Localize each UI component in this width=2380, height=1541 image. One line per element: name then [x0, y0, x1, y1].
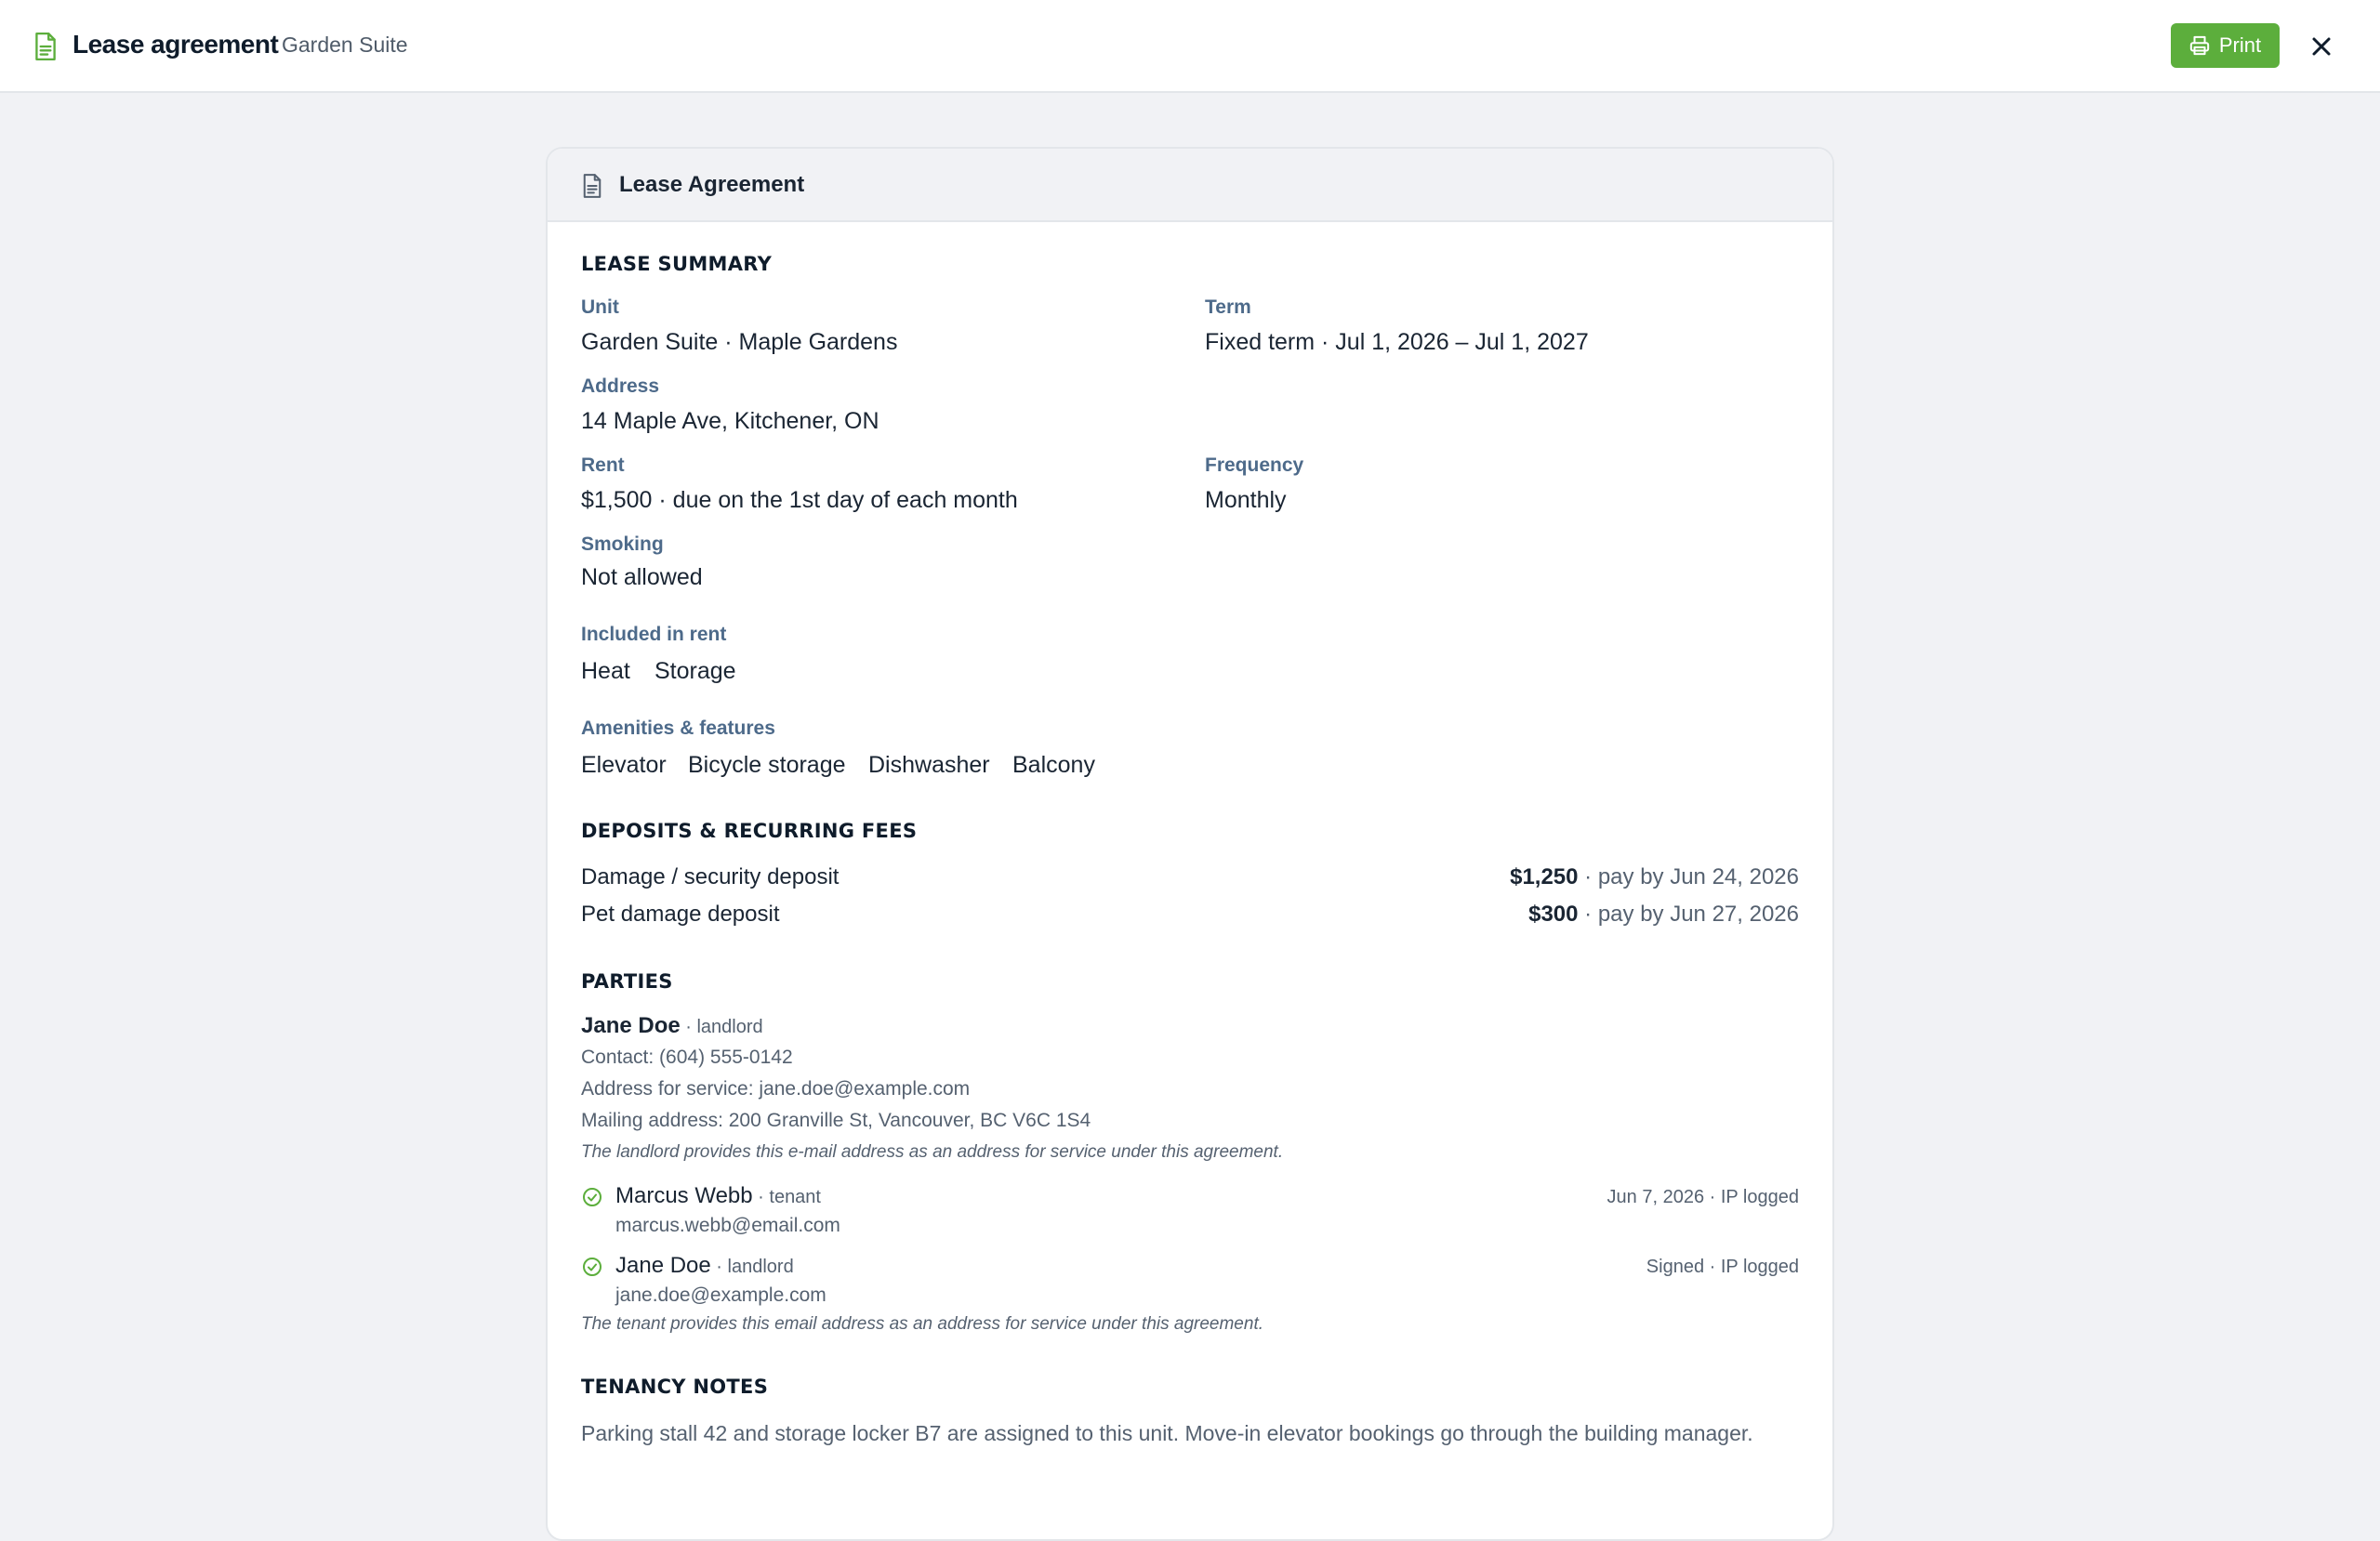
included-item: Storage — [654, 658, 736, 684]
tenant-service-note: The tenant provides this email address as an address for service under this agreement. — [581, 1314, 1263, 1334]
signature-meta: Signed · IP logged — [1646, 1257, 1799, 1277]
lease-card — [546, 147, 1834, 1541]
smoking-label: Smoking — [581, 533, 664, 555]
amenity-item: Bicycle storage — [688, 752, 846, 778]
parties-heading: PARTIES — [581, 970, 673, 993]
fee-amount — [1510, 864, 1799, 890]
included-item: Heat — [581, 658, 630, 684]
fee-amount-value: $1,250 — [1510, 864, 1579, 889]
amenity-item: Elevator — [581, 752, 667, 778]
party-email: jane.doe@example.com — [615, 1284, 826, 1306]
party-email: marcus.webb@email.com — [615, 1215, 840, 1236]
fee-due-date: · pay by Jun 27, 2026 — [1578, 902, 1799, 927]
address-label: Address — [581, 375, 660, 397]
document-icon — [33, 32, 58, 61]
amenity-item: Dishwasher — [868, 752, 990, 778]
term-label: Term — [1205, 296, 1251, 318]
document-icon — [582, 173, 602, 199]
signature-party — [615, 1183, 821, 1209]
party-role: · landlord — [710, 1257, 794, 1277]
signature-meta: Jun 7, 2026 · IP logged — [1606, 1187, 1799, 1207]
frequency-value: Monthly — [1205, 487, 1287, 513]
landlord-party — [581, 1013, 763, 1039]
frequency-label: Frequency — [1205, 454, 1304, 476]
print-button[interactable] — [2171, 23, 2280, 68]
fee-name: Pet damage deposit — [581, 902, 780, 927]
fee-due-date: · pay by Jun 24, 2026 — [1578, 864, 1799, 889]
lease-summary-heading: LEASE SUMMARY — [581, 253, 773, 275]
page-title: Lease agreement — [73, 30, 279, 59]
party-role: · tenant — [752, 1187, 821, 1207]
tenancy-notes-text: Parking stall 42 and storage locker B7 are assigned to this unit. Move-in elevator bookings go through the building manager. — [581, 1421, 1753, 1445]
deposits-heading: DEPOSITS & RECURRING FEES — [581, 820, 918, 842]
check-circle-icon — [582, 1187, 602, 1207]
tenancy-notes-heading: TENANCY NOTES — [581, 1376, 769, 1398]
included-label: Included in rent — [581, 624, 727, 645]
amenities-label: Amenities & features — [581, 718, 775, 739]
check-circle-icon — [582, 1257, 602, 1277]
signature-party — [615, 1253, 794, 1279]
party-name: Jane Doe — [581, 1013, 681, 1038]
term-value: Fixed term · Jul 1, 2026 – Jul 1, 2027 — [1205, 329, 1589, 355]
close-icon[interactable] — [2306, 31, 2337, 62]
landlord-service-address: Address for service: jane.doe@example.com — [581, 1078, 971, 1100]
fee-amount — [1528, 902, 1799, 928]
amenity-item: Balcony — [1012, 752, 1095, 778]
landlord-service-note: The landlord provides this e-mail address as an address for service under this agreement. — [581, 1142, 1284, 1162]
rent-value: $1,500 · due on the 1st day of each month — [581, 487, 1018, 513]
fee-name: Damage / security deposit — [581, 864, 840, 889]
unit-label: Unit — [581, 296, 619, 318]
smoking-value: Not allowed — [581, 564, 703, 590]
page-subtitle: Garden Suite — [282, 33, 408, 57]
print-button-label: Print — [2218, 33, 2262, 57]
top-bar — [0, 0, 2380, 93]
party-name: Jane Doe — [615, 1253, 711, 1278]
rent-label: Rent — [581, 454, 625, 476]
landlord-mailing-address: Mailing address: 200 Granville St, Vancouver, BC V6C 1S4 — [581, 1110, 1091, 1131]
unit-value: Garden Suite · Maple Gardens — [581, 329, 898, 355]
landlord-contact: Contact: (604) 555-0142 — [581, 1047, 793, 1068]
fee-amount-value: $300 — [1528, 902, 1579, 927]
address-value: 14 Maple Ave, Kitchener, ON — [581, 408, 879, 434]
card-title: Lease Agreement — [619, 172, 805, 197]
party-role: · landlord — [680, 1017, 763, 1037]
party-name: Marcus Webb — [615, 1183, 753, 1208]
card-header — [548, 149, 1832, 222]
printer-icon — [2189, 35, 2210, 56]
